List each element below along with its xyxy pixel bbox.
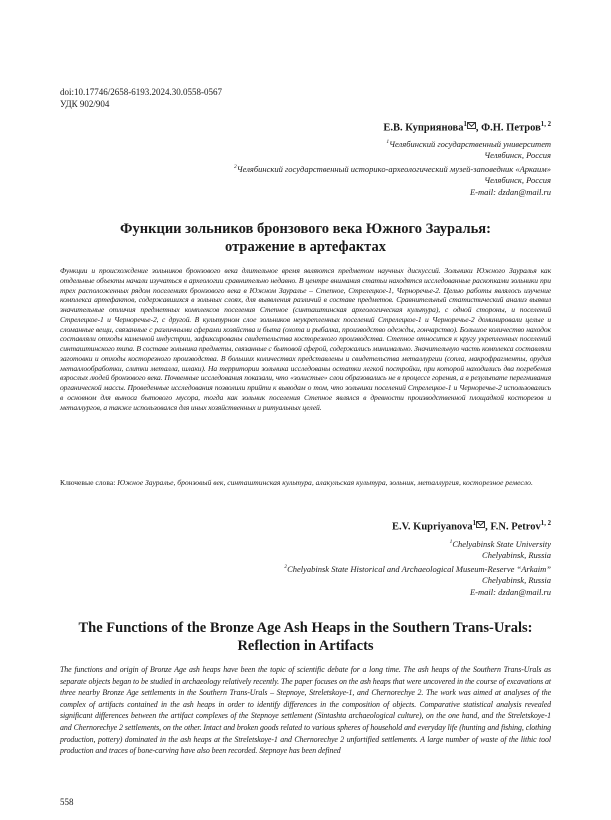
ru-title-line2: отражение в артефактах <box>225 239 386 255</box>
en-authors <box>392 520 551 533</box>
en-title-line2: Reflection in Artifacts <box>237 638 374 654</box>
en-author-sep: , <box>485 521 491 533</box>
en-email: E-mail: dzdan@mail.ru <box>469 587 551 598</box>
ru-aff1-sup: 1 <box>386 139 390 145</box>
ru-email: E-mail: dzdan@mail.ru <box>469 187 551 198</box>
envelope-icon <box>467 122 476 129</box>
en-author2: F.N. Petrov <box>490 521 541 533</box>
ru-aff2-city: Челябинск, Россия <box>484 175 551 186</box>
udk: УДК 902/904 <box>60 99 110 109</box>
ru-abstract: Функции и происхождение зольников бронзового века длительное время являются предметом научных дискуссий. Зольники Южного Зауралья как отдельные объекты начали изучаться в археологии сравнительно недавно. В центре внимания статьи находятся исследованные раскопками зольники при трех расположенных рядом поселениях бронзового века в Южном Зауралье – Степное, Стрелецкое-1, Черноречье-2. Целью работы являлось изучение комплекса артефактов, содержавшихся в зольных слоях, для выявления различий в составе предметов. Сравнительный статистический анализ выявил значительные отличия предметных комплексов поселения Степное (синташтинская археологическая культура), с одной стороны, и поселений Стрелецкое-1 и Черноречье-2, с другой. В культурном слое зольников неукрепленных поселений Стрелецкое-1 и Черноречье-2 доминировали целые и сломанные вещи, связанные с различными сферами хозяйства и быта (охота и рыбалка, производство одежды, гончарство). Большое количество находок составляли отходы каменной индустрии, зафиксированы свидетельства косторезного производства. Степное относится к кругу укрепленных поселений синташтинского типа. В составе зольника предметы, связанные с бытовой сферой, содержались минимально. Значительную часть комплекса составляли заготовки и отходы косторезного производства. В больших количествах представлены и свидетельства металлургии (сопла, макрофрагменты, орудия металлообработки, слитки металла, шлаки). На территории зольника исследованы остатки легкой постройки, при которой находились два погребения взрослых людей бронзового века. Почвенные исследования показали, что «золистые» слои образовались не в процессе горения, а в результате перегнивания органической массы. Проведенные исследования позволили прийти к выводам о том, что зольники поселений Стрелецкое-1 и Черноречье-2 использовались в основном для выноса бытового мусора, тогда как зольник поселения Степное являлся в древности производственной площадкой косторезов и металлургов, а также использовался для иных хозяйственных и ритуальных целей. <box>60 266 551 412</box>
ru-author-sep: , <box>475 122 482 134</box>
en-author1: E.V. Kupriyanova <box>392 521 473 533</box>
en-aff2-city: Chelyabinsk, Russia <box>482 575 551 586</box>
en-aff1-sup: 1 <box>449 539 453 545</box>
en-title <box>60 619 551 655</box>
ru-author2: Ф.Н. Петров <box>481 122 541 134</box>
ru-aff2: Челябинский государственный историко-археологический музей-заповедник «Аркаим» <box>236 163 551 174</box>
ru-keywords <box>60 478 551 488</box>
en-aff2: Chelyabinsk State Historical and Archaeological Museum-Reserve “Arkaim” <box>287 563 551 574</box>
ru-keywords-text: Южное Зауралье, бронзовый век, синташтинская культура, алакульская культура, зольник, металлургия, косторезное ремесло. <box>117 478 533 487</box>
ru-aff1: Челябинский государственный университет <box>389 138 551 149</box>
ru-title <box>60 220 551 256</box>
en-affiliations <box>31 537 551 599</box>
en-title-line1: The Functions of the Bronze Age Ash Heaps in the Southern Trans-Urals: <box>78 620 533 636</box>
ru-affiliations <box>31 137 551 199</box>
article-meta <box>60 86 222 110</box>
ru-authors <box>383 121 551 134</box>
envelope-icon <box>476 521 485 528</box>
ru-aff1-city: Челябинск, Россия <box>484 150 551 161</box>
page-number: 558 <box>60 797 74 807</box>
doi: doi:10.17746/2658-6193.2024.30.0558-0567 <box>60 87 222 97</box>
en-abstract: The functions and origin of Bronze Age ash heaps have been the topic of scientific debate for a long time. The ash heaps of the Southern Trans-Urals as separate objects began to be studied in archaeology relatively recently. The paper focuses on the ash heaps that were uncovered in the course of excavations at three nearby Bronze Age settlements in the Southern Trans-Urals – Stepnoye, Streletskoye-1, and Chernorechye 2. The work was aimed at analyses of the complex of artifacts contained in the ash heaps in order to identify differences in the composition of objects. Comparative statistical analysis revealed significant differences between the artifact complexes of the Stepnoye settlement (Sintashta archaeological culture), on the one hand, and the Streletskoye-1 and Chernorechye 2 settlements, on the other. Intact and broken goods related to various spheres of household and everyday life (hunting and fishing, clothing production, pottery) dominated in the ash heaps at the Streletskoye-1 and Chernorechye 2 unfortified settlements. A large number of waste of the lithic tool production and traces of bone-carving have also been recorded. Stepnoye has been defined <box>60 665 551 756</box>
ru-title-line1: Функции зольников бронзового века Южного Зауралья: <box>120 221 491 237</box>
en-author1-sup: 1 <box>472 520 477 527</box>
ru-keywords-label: Ключевые слова: <box>60 478 116 487</box>
en-aff1-city: Chelyabinsk, Russia <box>482 550 551 561</box>
en-aff1: Chelyabinsk State University <box>452 538 551 549</box>
ru-author1: Е.В. Куприянова <box>383 122 464 134</box>
en-aff2-sup: 2 <box>284 564 288 571</box>
ru-author2-sup: 1, 2 <box>540 121 551 128</box>
en-author2-sup: 1, 2 <box>540 520 551 527</box>
ru-aff2-sup: 2 <box>234 164 237 171</box>
ru-author1-sup: 1 <box>463 121 467 128</box>
